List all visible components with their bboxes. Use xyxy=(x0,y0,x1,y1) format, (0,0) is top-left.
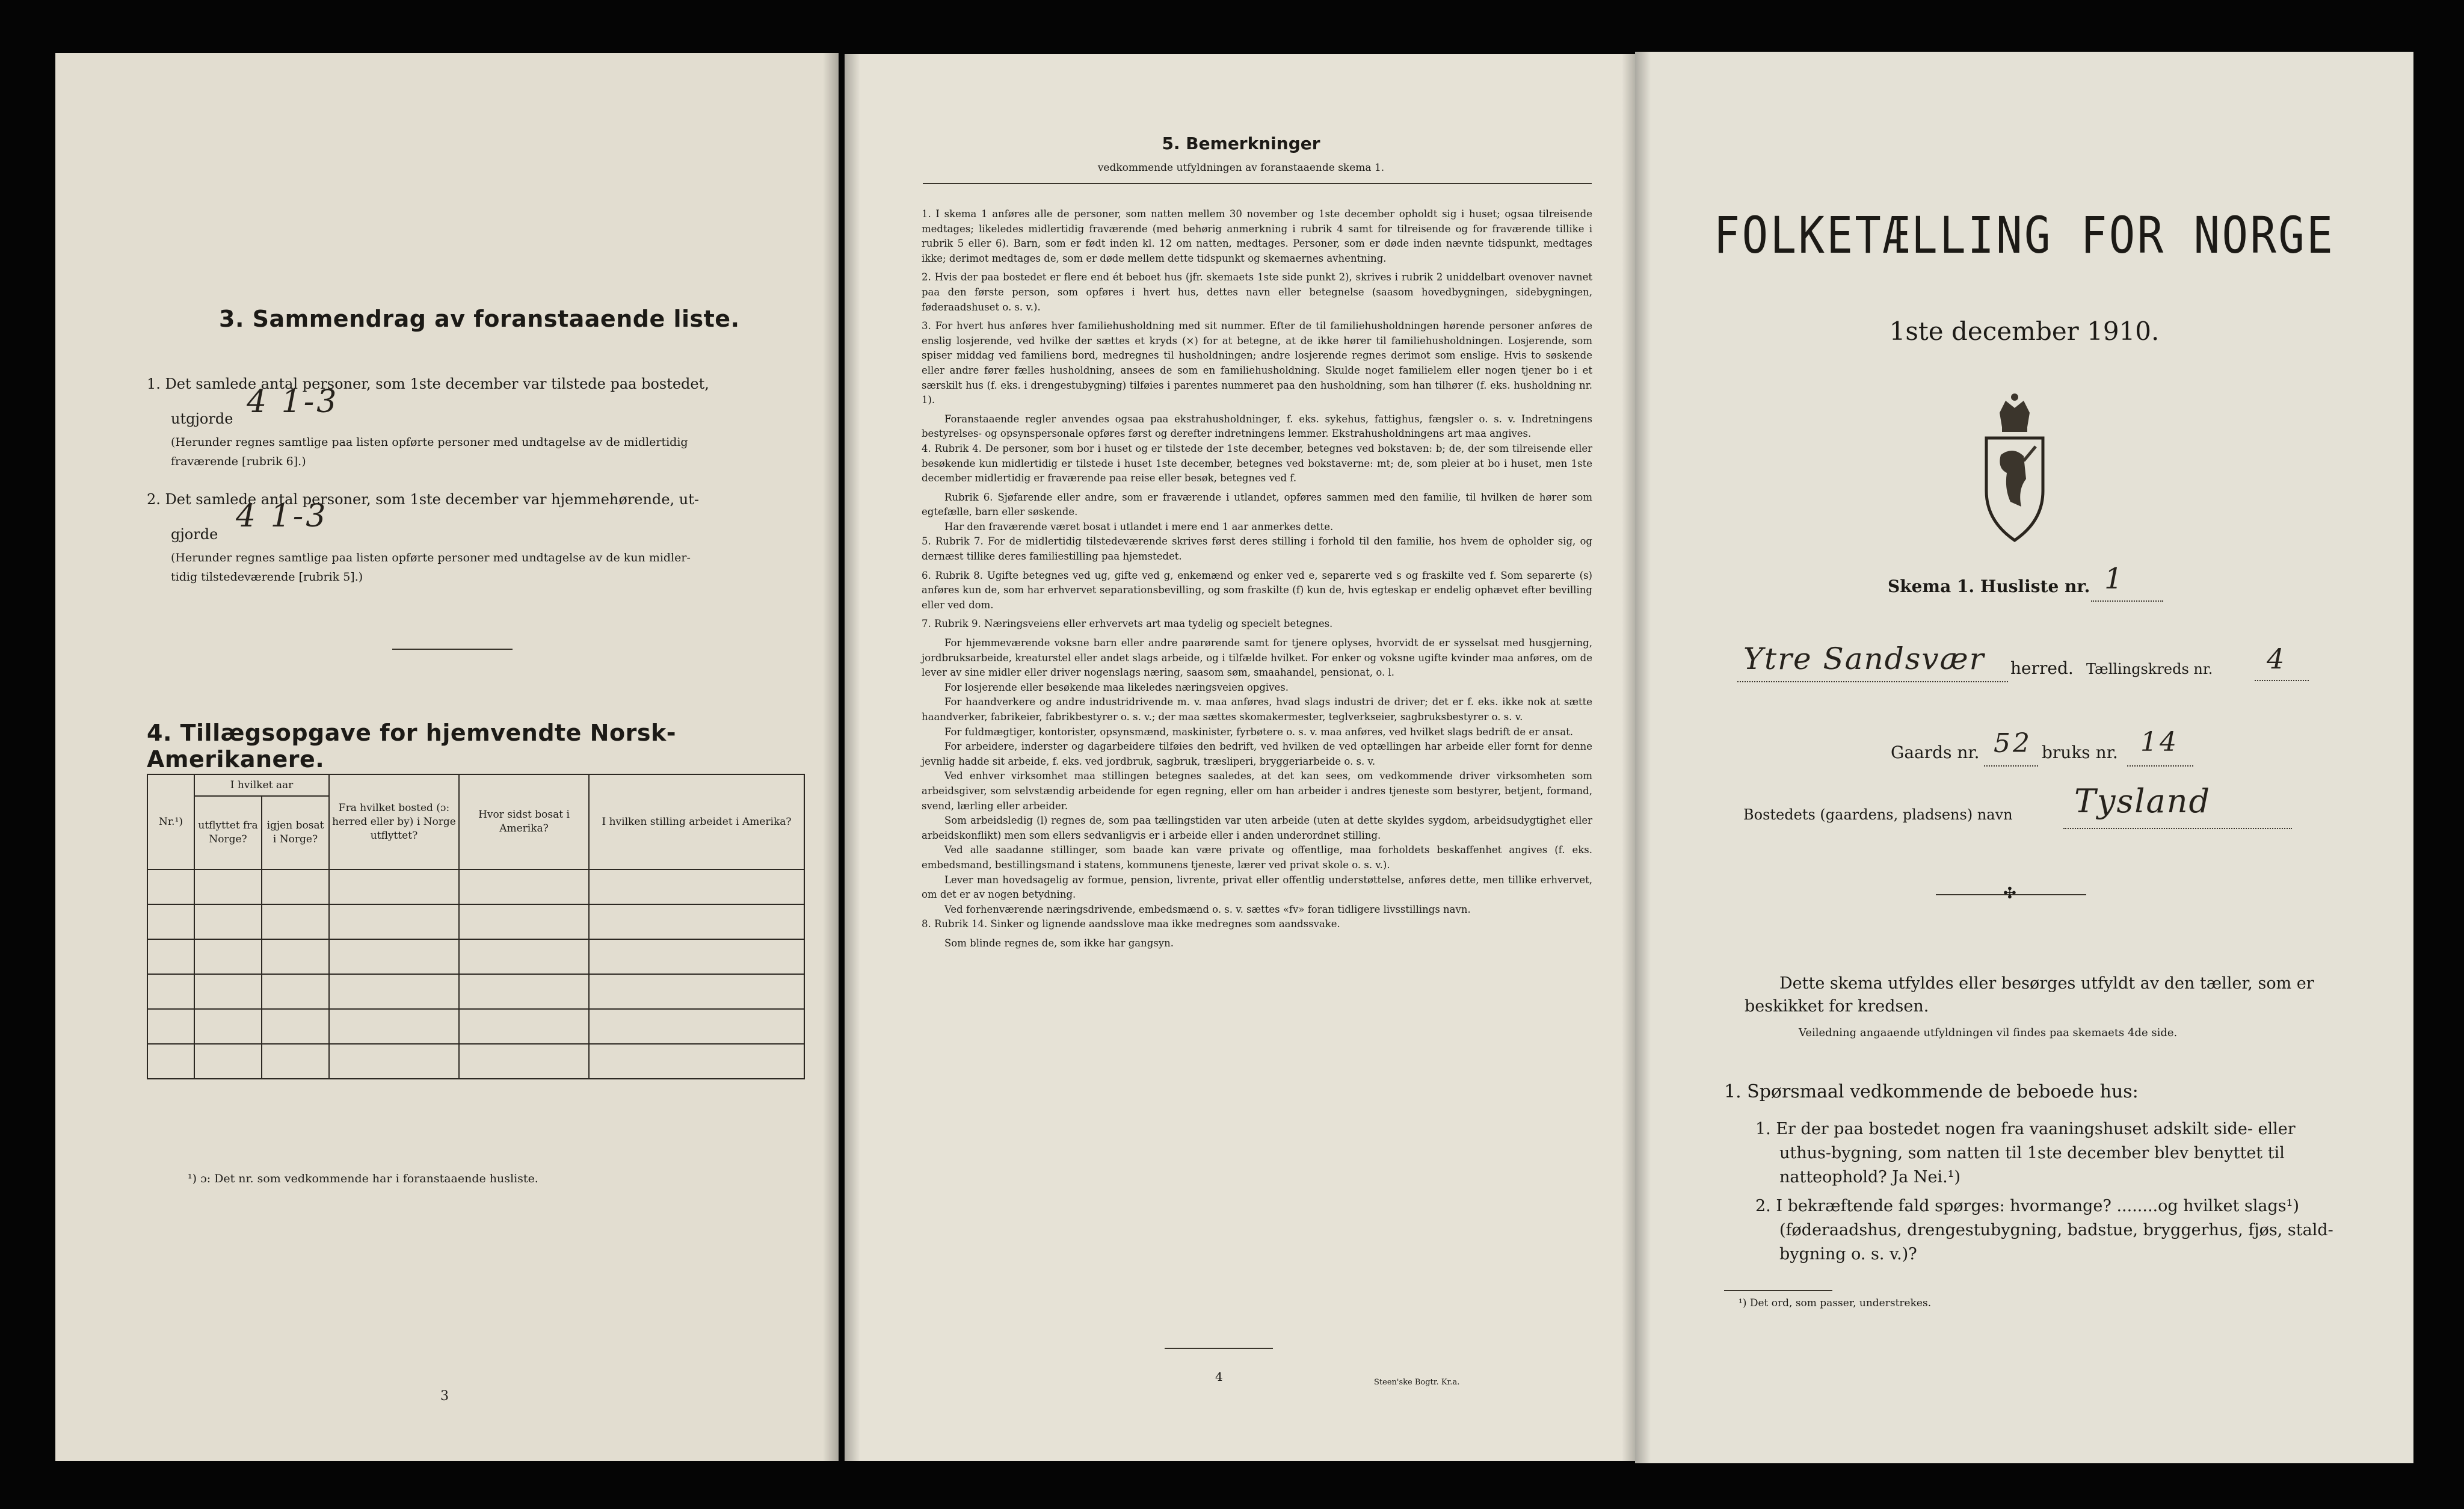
remark-paragraph: Lever man hovedsagelig av formue, pension, livrente, privat eller offentlig understøttelse, anføres dette, men tillike erhvervet, om det er av nogen betydning. xyxy=(922,874,1592,901)
ornament-icon: ✣ xyxy=(2003,884,2016,903)
remark-paragraph: 7. Rubrik 9. Næringsveiens eller erhvervets art maa tydelig og specielt betegnes. xyxy=(922,618,1333,630)
divider xyxy=(1724,1290,1832,1291)
page-right xyxy=(1635,52,2413,1463)
kreds-label: Tællingskreds nr. xyxy=(2086,661,2213,677)
page-left xyxy=(55,53,839,1461)
remark-paragraph: 3. For hvert hus anføres hver familiehusholdning med sit nummer. Efter de til familiehusholdningen hørende personer anføres de enslig losjerende, ved hvilke der sættes et kryds (×) for at betegne, at de ikke hører til familiehusholdningen. Losjerende, som spiser middag ved familiens bord, medregnes til husholdningen; andre losjerende regnes derimot som enslige. Hvis to søskende eller andre fører fælles husholdning, ansees de som en familiehusholdning. Skulde noget familielem eller nogen tjener bo i et særskilt hus (f. eks. i drengestubygning) tilføies i parentes nummeret paa den husholdning, som han tilhører (f. eks. husholdning nr. 1). xyxy=(922,320,1592,406)
question-1-1-line-1: 1. Er der paa bostedet nogen fra vaaningshuset adskilt side- eller xyxy=(1755,1120,2296,1138)
census-title-wrap xyxy=(1635,206,2413,265)
item2-prefix: gjorde xyxy=(171,526,218,543)
page-middle xyxy=(845,54,1637,1461)
footnote: ¹) Det ord, som passer, understrekes. xyxy=(1739,1297,1932,1309)
col-sidst-bosat: Hvor sidst bosat i Amerika? xyxy=(459,774,589,869)
col-fra-bosted: Fra hvilket bosted (ɔ: herred eller by) i Norge utflyttet? xyxy=(329,774,459,869)
remark-paragraph: For haandverkere og andre industridrivende m. v. maa anføres, hvad slags industri de driver; det er f. eks. ikke nok at sætte haandverker, fabrikeier, fabrikbestyrer o. s. v.; der maa sættes skomakermester, teglverkseier, sagbruksbestyrer o. s. v. xyxy=(922,696,1592,723)
table-row xyxy=(147,869,804,904)
norway-coat-of-arms xyxy=(1976,389,2054,545)
printer-imprint: Steen'ske Bogtr. Kr.a. xyxy=(1374,1378,1460,1387)
remark-paragraph: Ved forhenværende næringsdrivende, embedsmænd o. s. v. sættes «fv» foran tidligere livsstillings navn. xyxy=(944,903,1471,915)
section4-title: 4. Tillægsopgave for hjemvendte Norsk-Amerikanere. xyxy=(147,720,676,773)
kreds-handwritten: 4 xyxy=(2267,643,2287,675)
remark-paragraph: 8. Rubrik 14. Sinker og lignende aandsslove maa ikke medregnes som aandssvake. xyxy=(922,918,1340,930)
divider xyxy=(392,649,513,650)
item2-handwritten-value: 4 1-3 xyxy=(236,498,328,534)
remark-paragraph: Som blinde regnes de, som ikke har gangsyn. xyxy=(944,937,1174,949)
item1-text: 1. Det samlede antal personer, som 1ste december var tilstede paa bostedet, xyxy=(147,375,709,392)
table-row xyxy=(147,939,804,974)
table-row xyxy=(147,1009,804,1044)
table-footnote: ¹) ɔ: Det nr. som vedkommende har i foranstaaende husliste. xyxy=(188,1172,538,1185)
bosted-handwritten: Tysland xyxy=(2074,782,2211,820)
section3-title: 3. Sammendrag av foranstaaende liste. xyxy=(219,306,740,332)
page-number: 3 xyxy=(440,1389,449,1404)
remark-paragraph: For hjemmeværende voksne barn eller andre paarørende samt for tjenere oplyses, hvorvidt de er sysselsat med husgjerning, jordbruksarbeide, kreaturstel eller andet slags arbeide, og i tilfælde hvilket. For enker og voksne ugifte kvinder maa anføres, om de lever av sine midler eller driver nogenslags næring, saasom søm, smaahandel, pensionat, o. l. xyxy=(922,637,1592,679)
remark-paragraph: Foranstaaende regler anvendes ogsaa paa ekstrahusholdninger, f. eks. sykehus, fattighus, fængsler o. s. v. Indretningens bestyrelses- og opsynspersonale opføres først og derefter indretningens lemmer. Ekstrahusholdningens art maa angives. xyxy=(922,413,1592,440)
remark-paragraph: For losjerende eller besøkende maa likeledes næringsveien opgives. xyxy=(944,681,1289,693)
question-1-2-line-3: bygning o. s. v.)? xyxy=(1779,1245,1917,1264)
remark-paragraph: Som arbeidsledig (l) regnes de, som paa tællingstiden var uten arbeide (uten at dette skyldes sygdom, arbeidsudygtighet eller arbeidskonflikt) men som ellers sedvanligvis er i arbeide eller i anden underordnet stilling. xyxy=(922,815,1592,841)
question-1-2-line-1: 2. I bekræftende fald spørges: hvormange? ........og hvilket slags¹) xyxy=(1755,1197,2300,1215)
item1-note-2: fraværende [rubrik 6].) xyxy=(171,455,306,468)
bruks-line xyxy=(2127,765,2193,767)
col-nr: Nr.¹) xyxy=(147,774,194,869)
col-stilling: I hvilken stilling arbeidet i Amerika? xyxy=(589,774,804,869)
remark-paragraph: For fuldmægtiger, kontorister, opsynsmænd, maskinister, fyrbøtere o. s. v. maa anføres, ved hvilket slags bedrift de er ansat. xyxy=(944,726,1573,738)
kreds-line xyxy=(2255,680,2309,681)
census-date: 1ste december 1910. xyxy=(1889,316,2160,346)
remark-paragraph: Ved enhver virksomhet maa stillingen betegnes saaledes, at det kan sees, om vedkommende driver virksomheten som arbeidsgiver, som selvstændig arbeidende for egen regning, eller om han arbeider i andres tjeneste som bestyrer, betjent, formand, svend, lærling eller arbeider. xyxy=(922,770,1592,812)
table-row xyxy=(147,1044,804,1079)
census-title: FOLKETÆLLING FOR NORGE xyxy=(1713,206,2335,265)
col-group-year: I hvilket aar xyxy=(194,774,329,796)
remark-paragraph: 2. Hvis der paa bostedet er flere end ét beboet hus (jfr. skemaets 1ste side punkt 2), skrives i rubrik 2 uniddelbart ovenover navnet paa den første person, som opføres i hvert hus, dettes navn eller betegnelse (saasom hovedbygningen, sidebygningen, føderaadshuset o. s. v.). xyxy=(922,271,1592,313)
divider xyxy=(1165,1348,1273,1349)
table-row xyxy=(147,904,804,939)
item2-note-2: tidig tilstedeværende [rubrik 5].) xyxy=(171,570,363,584)
herred-label: herred. xyxy=(2010,658,2074,678)
remark-paragraph: Rubrik 6. Sjøfarende eller andre, som er fraværende i utlandet, opføres sammen med den familie, til hvilken de hører som egtefælle, barn eller søskende. xyxy=(922,491,1592,518)
herred-line xyxy=(1737,681,2008,682)
remarks-body xyxy=(922,207,1592,951)
remark-paragraph: 4. Rubrik 4. De personer, som bor i huset og er tilstede der 1ste december, betegnes ved bokstaven: b; de, der som tilreisende eller besøkende kun midlertidig er tilstede i huset 1ste december, betegnes ved bokstaverne: mt; de, som pleier at bo i huset, men 1ste december midlertidig er fraværende paa reise eller besøk, betegnes ved f. xyxy=(922,442,1592,484)
bosted-label: Bostedets (gaardens, pladsens) navn xyxy=(1743,806,2013,823)
question-1-title: 1. Spørsmaal vedkommende de beboede hus: xyxy=(1724,1081,2139,1102)
remark-paragraph: 6. Rubrik 8. Ugifte betegnes ved ug, gifte ved g, enkemænd og enker ved e, separerte ved s og fraskilte ved f. Som separerte (s) anføres kun de, som har erhvervet separationsbevilling, og som fraskilte (f) kun de, hvis egteskap er endelig ophævet efter bevilling eller ved dom. xyxy=(922,569,1592,611)
remark-paragraph: 5. Rubrik 7. For de midlertidig tilstedeværende skrives først deres stilling i forhold til den familie, hos hvem de opholder sig, og dernæst tillike deres familiestilling paa hjemstedet. xyxy=(922,535,1592,563)
gaards-label: Gaards nr. xyxy=(1891,742,1980,762)
remark-paragraph: 1. I skema 1 anføres alle de personer, som natten mellem 30 november og 1ste december opholdt sig i huset; ogsaa tilreisende medtages; likeledes midlertidig fraværende (med behørig anmerkning i rubrik 4 samt for tilreisende og for fraværende tillike i rubrik 5 eller 6). Barn, som er født inden kl. 12 om natten, medtages. Personer, som er døde inden nævnte tidspunkt, medtages ikke; derimot medtages de, som er døde mellem dette tidspunkt og skemaernes avhentning. xyxy=(922,208,1592,264)
bosted-line xyxy=(2063,828,2292,829)
bemerkninger-subtitle: vedkommende utfyldningen av foranstaaende skema 1. xyxy=(1097,162,1385,174)
norsk-amerikanere-table xyxy=(147,774,805,1079)
bemerkninger-title: 5. Bemerkninger xyxy=(1162,134,1320,153)
husliste-nr-handwritten: 1 xyxy=(2104,562,2125,596)
item1-handwritten-value: 4 1-3 xyxy=(247,384,339,420)
question-1-1-line-2: uthus-bygning, som natten til 1ste december blev benyttet til xyxy=(1779,1144,2285,1162)
intro-line-2: beskikket for kredsen. xyxy=(1745,997,1929,1016)
intro-note: Veiledning angaaende utfyldningen vil findes paa skemaets 4de side. xyxy=(1799,1026,2178,1039)
question-1-1-line-3: natteophold? Ja Nei.¹) xyxy=(1779,1168,1961,1187)
page-number: 4 xyxy=(1215,1369,1223,1384)
bruks-handwritten: 14 xyxy=(2140,727,2179,758)
item2-text: 2. Det samlede antal personer, som 1ste december var hjemmehørende, ut- xyxy=(147,491,699,508)
col-utflyttet: utflyttet fra Norge? xyxy=(194,796,262,869)
remark-paragraph: For arbeidere, inderster og dagarbeidere tilføies den bedrift, ved hvilken de ved optællingen har arbeide eller fornt for denne jevnlig hadde sit arbeide, f. eks. ved jordbruk, sagbruk, træsliperi, bryggeriarbeide o. s. v. xyxy=(922,741,1592,767)
remark-paragraph: Ved alle saadanne stillinger, som baade kan være private og offentlige, maa forholdets beskaffenhet angives (f. eks. embedsmand, bestillingsmand i statens, kommunens tjeneste, lærer ved privat skole o. s. v.). xyxy=(922,844,1592,871)
gaards-handwritten: 52 xyxy=(1994,728,2032,759)
skema-label: Skema 1. Husliste nr. xyxy=(1888,576,2090,596)
page-fold-shadow xyxy=(845,54,860,1461)
divider xyxy=(923,183,1592,184)
husliste-line xyxy=(2091,600,2163,602)
remark-paragraph: Har den fraværende været bosat i utlandet i mere end 1 aar anmerkes dette. xyxy=(944,520,1334,532)
item2-note-1: (Herunder regnes samtlige paa listen opførte personer med undtagelse av de kun midler- xyxy=(171,551,691,564)
item1-note-1: (Herunder regnes samtlige paa listen opførte personer med undtagelse av de midlertidig xyxy=(171,436,688,449)
intro-line-1: Dette skema utfyldes eller besørges utfyldt av den tæller, som er xyxy=(1779,974,2314,993)
herred-handwritten: Ytre Sandsvær xyxy=(1743,641,1985,676)
table-row xyxy=(147,974,804,1009)
gaards-line xyxy=(1984,765,2038,767)
item1-prefix: utgjorde xyxy=(171,410,233,427)
col-igjen: igjen bosat i Norge? xyxy=(262,796,329,869)
bruks-label: bruks nr. xyxy=(2042,742,2118,762)
question-1-2-line-2: (føderaadshus, drengestubygning, badstue, bryggerhus, fjøs, stald- xyxy=(1779,1221,2333,1239)
